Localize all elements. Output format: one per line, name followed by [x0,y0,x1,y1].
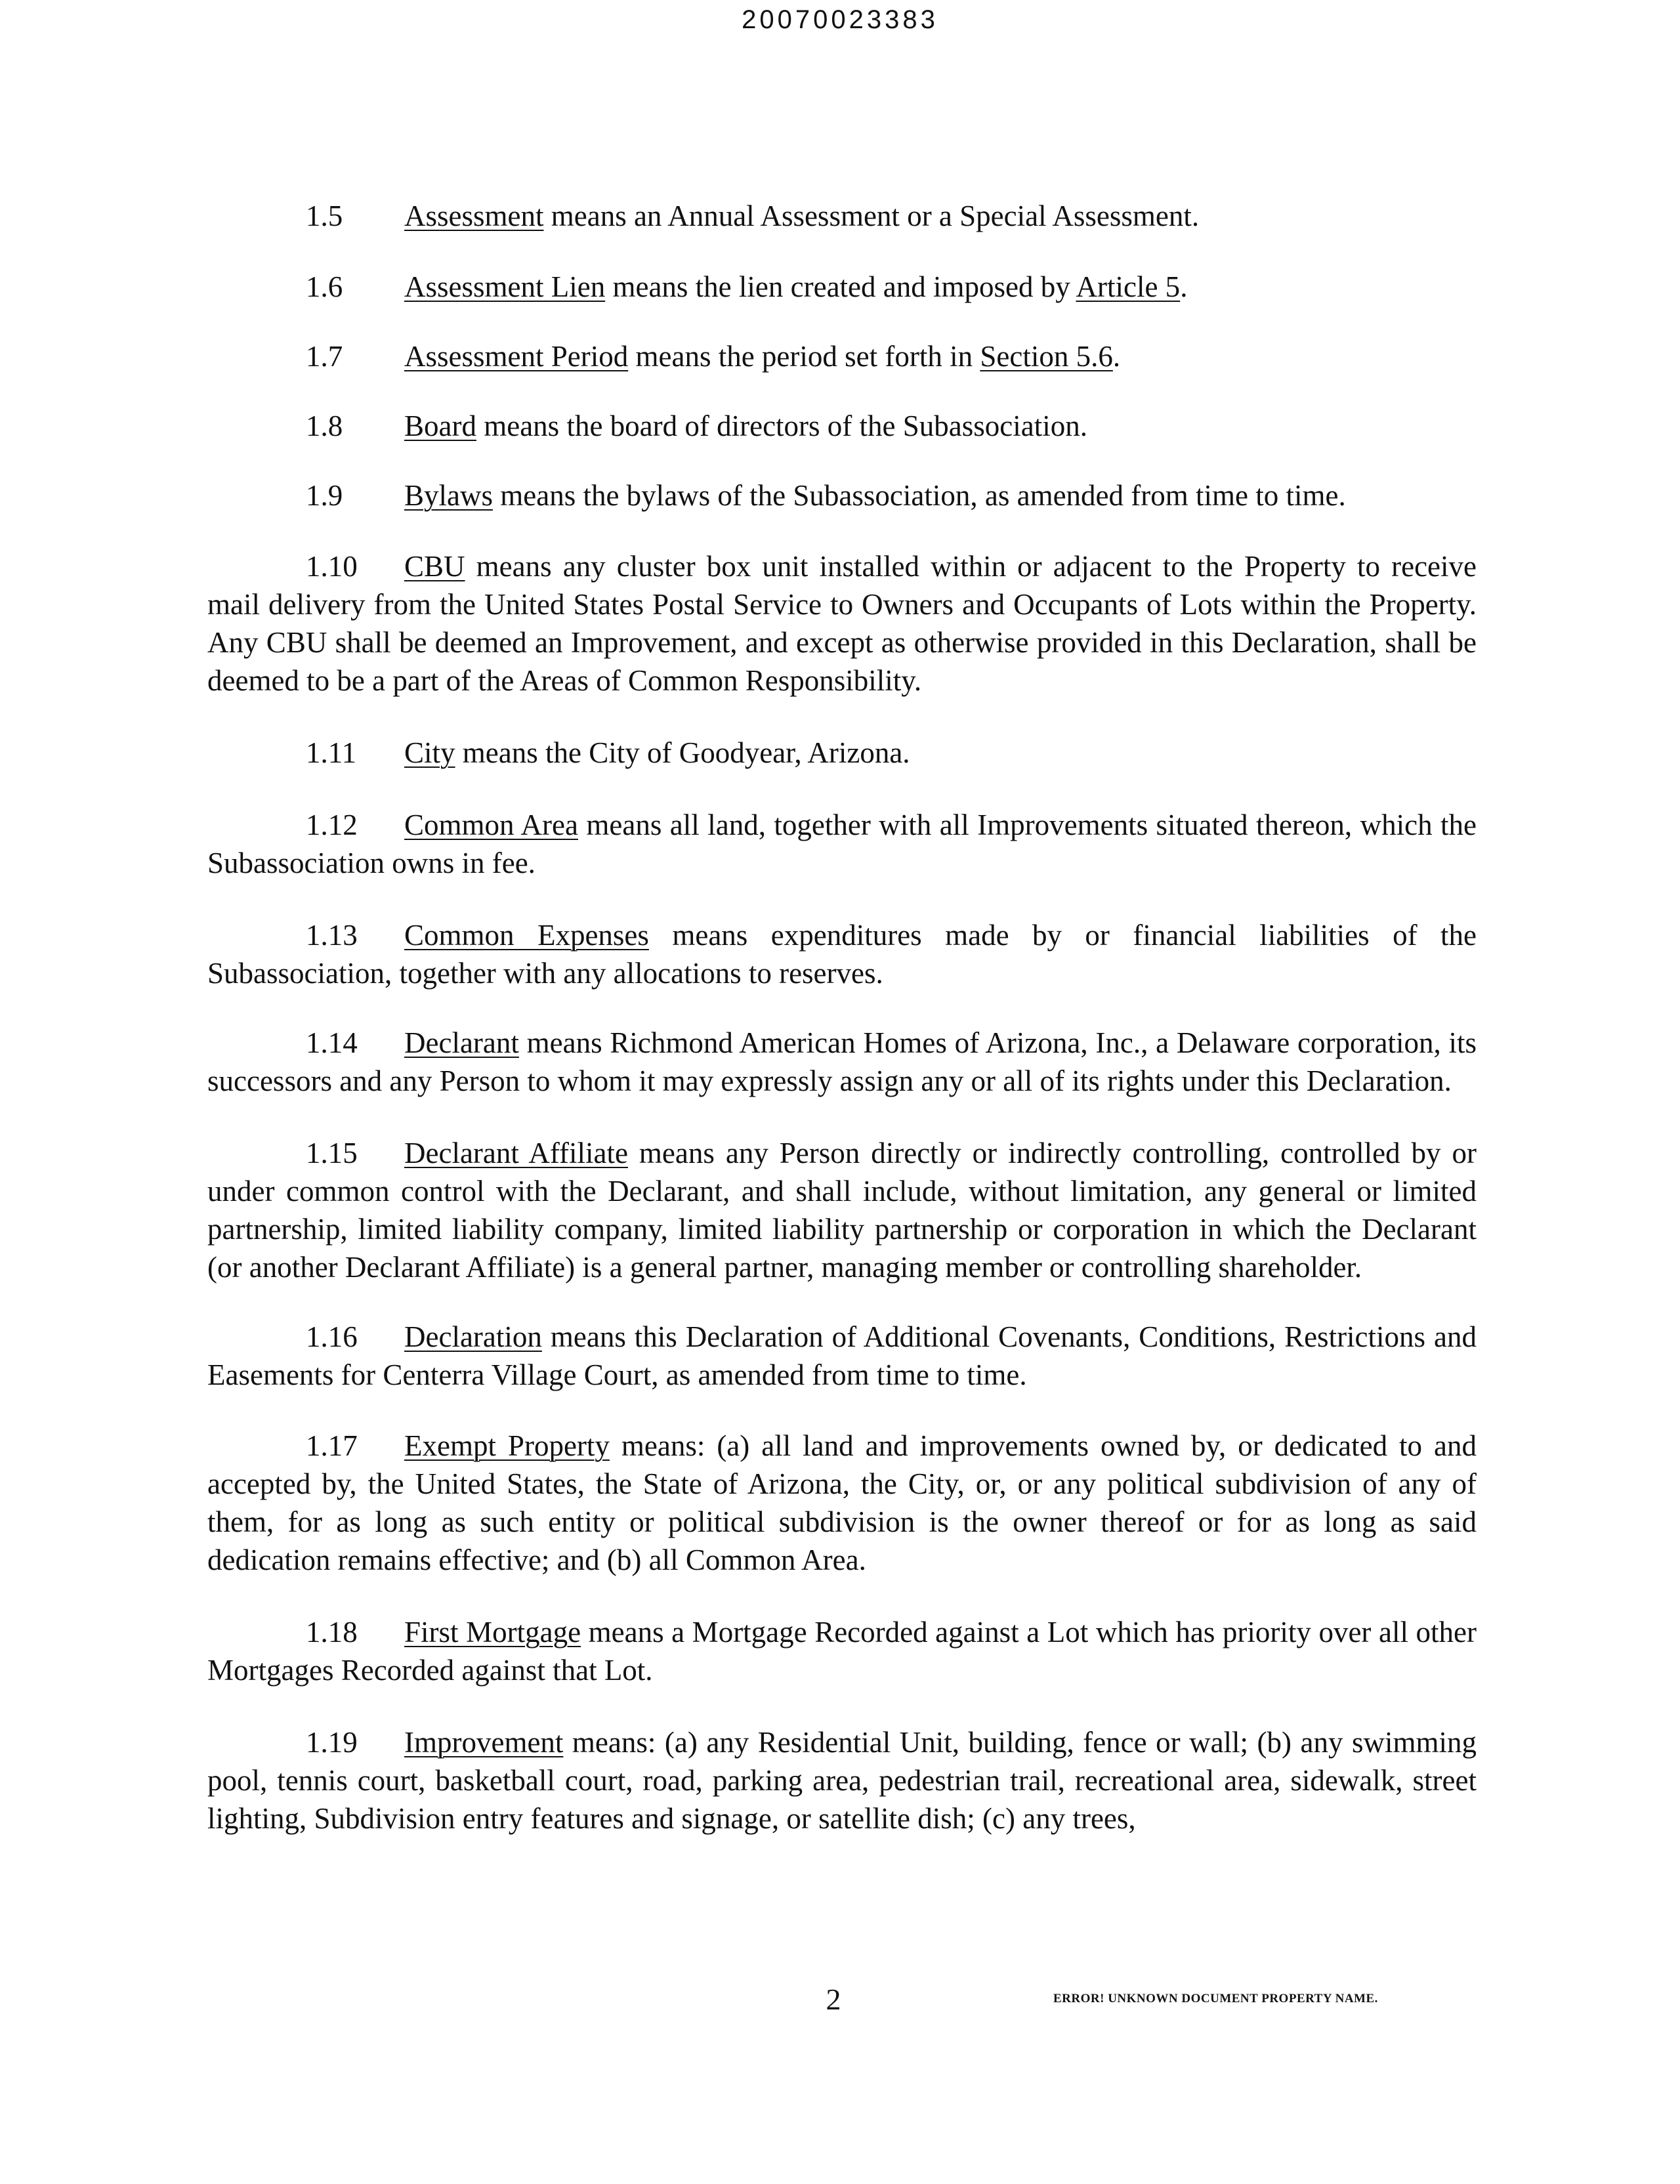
definition-number: 1.15 [306,1137,358,1169]
definition-1-9 [207,476,1477,514]
definition-1-18 [207,1613,1477,1689]
definition-1-7 [207,337,1477,375]
definition-number: 1.10 [306,550,358,583]
defined-term: Exempt Property [404,1429,610,1462]
definition-number: 1.7 [306,340,343,373]
definition-text: means the bylaws of the Subassociation, as amended from time to time. [493,479,1346,512]
definition-1-11 [207,734,1477,772]
definition-1-10 [207,547,1477,700]
definition-number: 1.6 [306,270,343,303]
cross-reference: Article 5 [1076,270,1181,303]
definition-text: means the board of directors of the Subassociation. [476,410,1087,442]
definition-number: 1.19 [306,1726,358,1759]
defined-term: Board [404,410,476,442]
definition-number: 1.18 [306,1616,358,1648]
definition-1-5 [207,197,1477,235]
definition-1-13 [207,916,1477,992]
page-number: 2 [826,1983,841,2016]
definition-text: means: (a) any Residential Unit, building, fence or wall; (b) any swimming pool, tennis court, basketball court, road, parking area, pedestrian trail, recreational area, sidewalk, street lighting, Subdivision entry features and signage, or satellite dish; (c) any trees, [207,1726,1477,1835]
definition-text: means the City of Goodyear, Arizona. [455,736,910,769]
definition-1-14 [207,1024,1477,1100]
definition-1-15 [207,1134,1477,1286]
definition-number: 1.5 [306,200,343,232]
definition-1-12 [207,806,1477,882]
definition-1-17 [207,1427,1477,1579]
definition-text: means: (a) all land and improvements owned by, or dedicated to and accepted by, the United States, the State of Arizona, the City, or, or any political subdivision of any of them, for as long as such entity or political subdivision is the owner thereof or for as long as said dedication remains effective; and (b) all Common Area. [207,1429,1477,1576]
defined-term: First Mortgage [404,1616,581,1648]
definition-text: means Richmond American Homes of Arizona, Inc., a Delaware corporation, its successors and any Person to whom it may expressly assign any or all of its rights under this Declaration. [207,1026,1477,1097]
definition-text: means the lien created and imposed by [605,270,1076,303]
defined-term: Assessment Period [404,340,629,373]
defined-term: Assessment Lien [404,270,606,303]
definitions-section [207,197,1477,1838]
defined-term: Common Expenses [404,919,649,952]
defined-term: CBU [404,550,465,583]
defined-term: Declarant Affiliate [404,1137,628,1169]
definition-number: 1.9 [306,479,343,512]
defined-term: City [404,736,455,769]
definition-text: means an Annual Assessment or a Special Assessment. [543,200,1200,232]
defined-term: Assessment [404,200,544,232]
definition-number: 1.17 [306,1429,358,1462]
definition-text-end: . [1180,270,1188,303]
document-number: 20070023383 [742,5,938,34]
cross-reference: Section 5.6 [980,340,1113,373]
footer-error-text: ERROR! UNKNOWN DOCUMENT PROPERTY NAME. [1053,1992,1378,2006]
definition-1-8 [207,407,1477,445]
definition-text: means all land, together with all Improvements situated thereon, which the Subassociation owns in fee. [207,808,1477,879]
definition-number: 1.12 [306,808,358,841]
definition-number: 1.14 [306,1026,358,1059]
definition-text: means expenditures made by or financial liabilities of the Subassociation, together with any allocations to reserves. [207,919,1477,990]
definition-1-19 [207,1723,1477,1838]
definition-number: 1.16 [306,1320,358,1353]
definition-number: 1.11 [306,736,357,769]
definition-text: means the period set forth in [628,340,980,373]
definition-text: means any Person directly or indirectly controlling, controlled by or under common control with the Declarant, and shall include, without limitation, any general or limited partnership, limited liability company, limited liability partnership or corporation in which the Declarant (or another Declarant Affiliate) is a general partner, managing member or controlling shareholder. [207,1137,1477,1284]
defined-term: Improvement [404,1726,564,1759]
definition-number: 1.8 [306,410,343,442]
definition-1-6 [207,268,1477,306]
defined-term: Declaration [404,1320,542,1353]
defined-term: Bylaws [404,479,493,512]
defined-term: Declarant [404,1026,519,1059]
definition-text-end: . [1112,340,1121,373]
definition-text: means a Mortgage Recorded against a Lot which has priority over all other Mortgages Recorded against that Lot. [207,1616,1477,1687]
definition-text: means this Declaration of Additional Covenants, Conditions, Restrictions and Easements for Centerra Village Court, as amended from time to time. [207,1320,1477,1391]
defined-term: Common Area [404,808,578,841]
definition-text: means any cluster box unit installed within or adjacent to the Property to receive mail delivery from the United States Postal Service to Owners and Occupants of Lots within the Property. Any CBU shall be deemed an Improvement, and except as otherwise provided in this Declaration, shall be deemed to be a part of the Areas of Common Responsibility. [207,550,1477,697]
definition-1-16 [207,1318,1477,1394]
definition-number: 1.13 [306,919,358,952]
